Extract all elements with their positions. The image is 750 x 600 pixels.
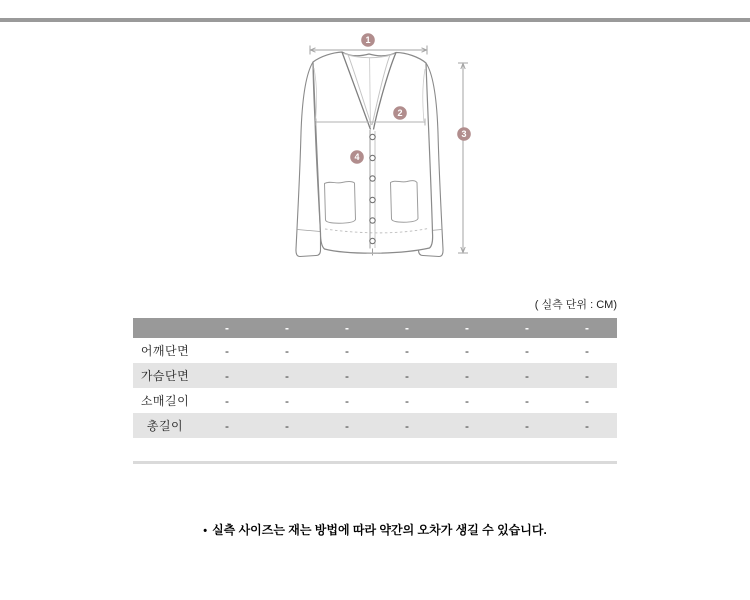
size-row-label: 소매길이 bbox=[140, 394, 190, 408]
size-value-cell: - bbox=[585, 418, 589, 433]
size-value-cell: - bbox=[345, 343, 349, 358]
size-value-cell: - bbox=[465, 393, 469, 408]
measure-marker-1 bbox=[361, 33, 375, 47]
measure-marker-4 bbox=[350, 150, 364, 164]
size-row-label: 어깨단면 bbox=[140, 344, 190, 358]
size-value-cell: - bbox=[465, 343, 469, 358]
size-value-cell: - bbox=[345, 393, 349, 408]
size-table-header-row bbox=[133, 318, 617, 338]
measurement-note bbox=[0, 521, 750, 538]
size-column-header: - bbox=[345, 321, 349, 335]
size-value-cell: - bbox=[225, 368, 229, 383]
table-row-chest bbox=[133, 363, 617, 388]
marker-number: 1 bbox=[365, 35, 371, 46]
size-value-cell: - bbox=[525, 343, 529, 358]
marker-number: 2 bbox=[397, 108, 403, 119]
size-value-cell: - bbox=[225, 418, 229, 433]
size-value-cell: - bbox=[405, 418, 409, 433]
size-table-corner-cell bbox=[133, 318, 197, 338]
table-row-shoulder bbox=[133, 338, 617, 363]
size-value-cell: - bbox=[285, 343, 289, 358]
size-value-cell: - bbox=[405, 393, 409, 408]
note-text: 실측 사이즈는 재는 방법에 따라 약간의 오차가 생길 수 있습니다. bbox=[212, 523, 547, 537]
size-column-header: - bbox=[285, 321, 289, 335]
size-column-header: - bbox=[465, 321, 469, 335]
measure-marker-3 bbox=[457, 127, 471, 141]
size-value-cell: - bbox=[345, 368, 349, 383]
size-value-cell: - bbox=[285, 368, 289, 383]
size-value-cell: - bbox=[405, 343, 409, 358]
size-value-cell: - bbox=[225, 393, 229, 408]
size-column-header: - bbox=[525, 321, 529, 335]
marker-number: 4 bbox=[354, 152, 360, 163]
table-bottom-divider bbox=[133, 461, 617, 464]
size-value-cell: - bbox=[405, 368, 409, 383]
size-row-label: 가슴단면 bbox=[140, 369, 190, 383]
size-value-cell: - bbox=[585, 368, 589, 383]
measure-marker-2 bbox=[393, 106, 407, 120]
size-value-cell: - bbox=[585, 343, 589, 358]
size-value-cell: - bbox=[465, 418, 469, 433]
size-value-cell: - bbox=[225, 343, 229, 358]
top-divider bbox=[0, 18, 750, 22]
size-column-header: - bbox=[585, 321, 589, 335]
size-value-cell: - bbox=[345, 418, 349, 433]
table-row-total-length bbox=[133, 413, 617, 438]
size-value-cell: - bbox=[285, 393, 289, 408]
size-row-label: 총길이 bbox=[146, 419, 184, 433]
length-measure-line bbox=[458, 63, 468, 253]
marker-number: 3 bbox=[461, 129, 467, 140]
size-value-cell: - bbox=[585, 393, 589, 408]
table-row-sleeve bbox=[133, 388, 617, 413]
size-column-header: - bbox=[405, 321, 409, 335]
size-value-cell: - bbox=[525, 393, 529, 408]
measurement-unit-label: ( 실측 단위 : CM) bbox=[534, 299, 617, 311]
size-value-cell: - bbox=[465, 368, 469, 383]
cardigan-size-diagram bbox=[270, 28, 485, 268]
size-value-cell: - bbox=[285, 418, 289, 433]
shoulder-measure-line bbox=[310, 46, 427, 55]
size-value-cell: - bbox=[525, 368, 529, 383]
note-bullet: • bbox=[203, 525, 208, 537]
size-table bbox=[133, 318, 617, 438]
size-column-header: - bbox=[225, 321, 229, 335]
size-value-cell: - bbox=[525, 418, 529, 433]
